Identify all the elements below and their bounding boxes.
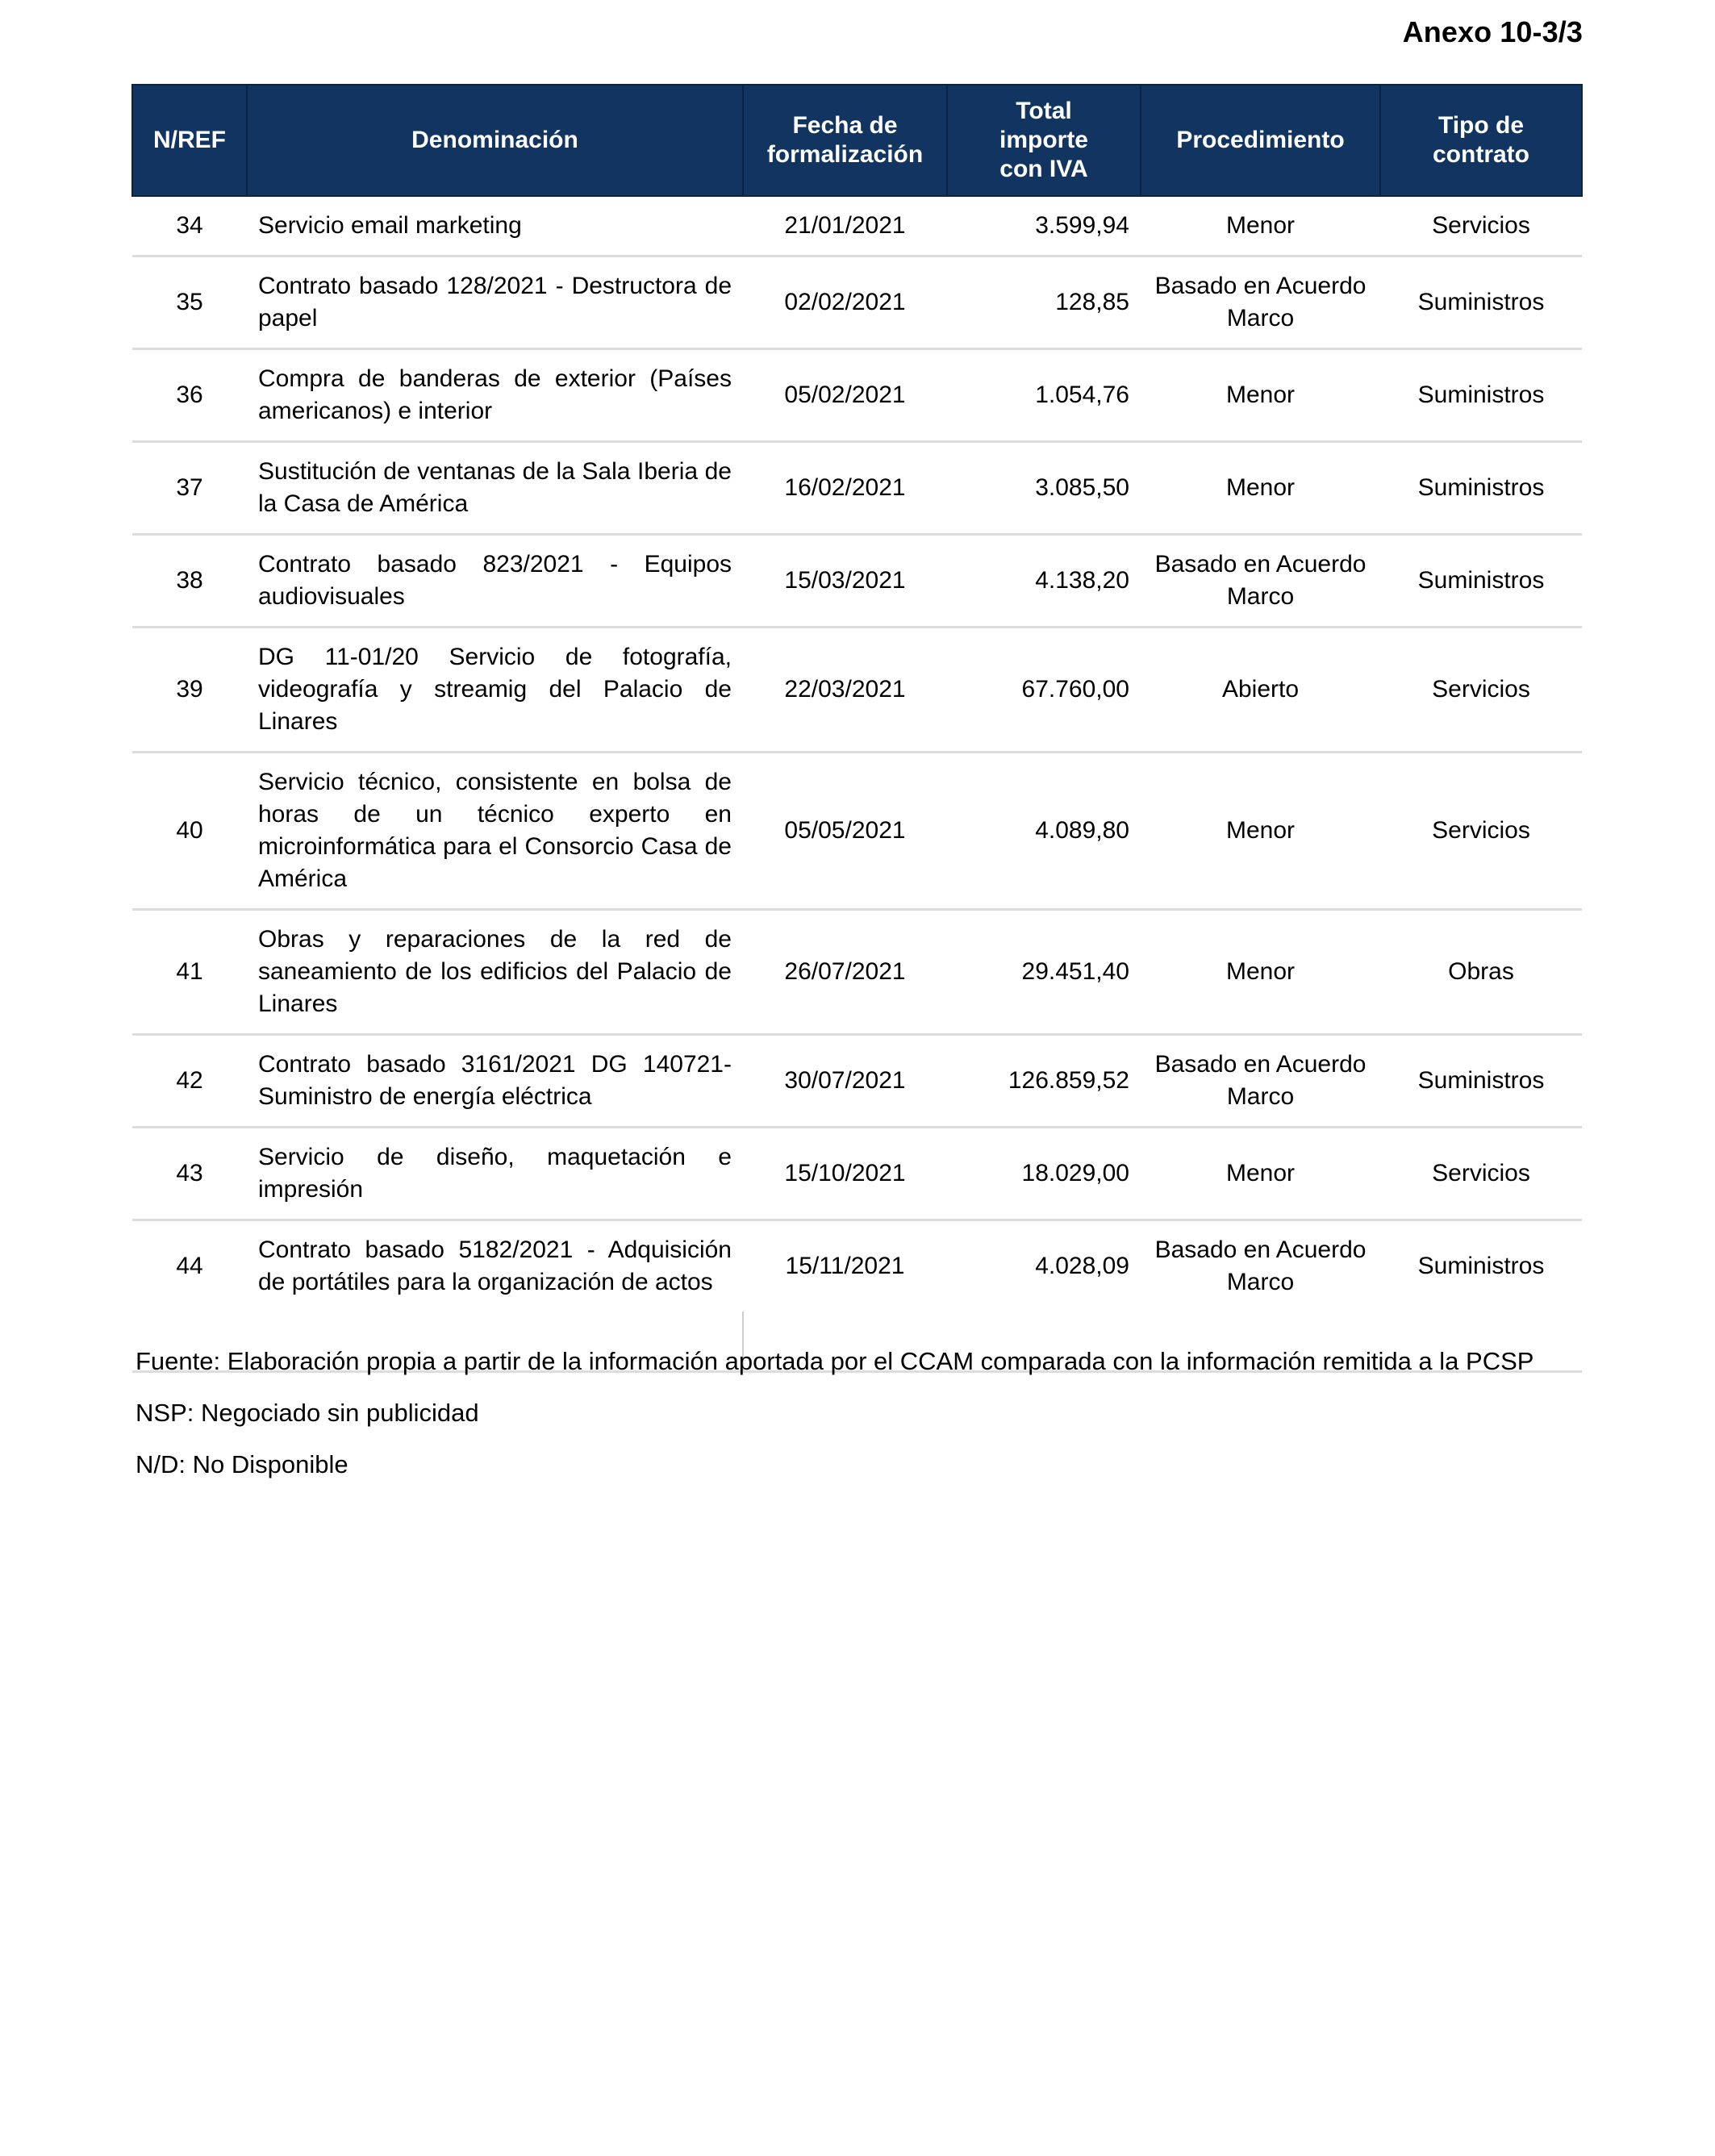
cell-total-importe: 4.028,09 [947,1220,1141,1312]
table-header [132,85,1582,196]
column-header-tipo-line1: Tipo de [1438,112,1525,139]
cell-tipo-contrato: Servicios [1380,753,1582,910]
cell-nref: 44 [132,1220,247,1312]
column-header-tipo-contrato [1380,85,1582,196]
table-body [132,196,1582,1371]
cell-nref: 40 [132,753,247,910]
cell-denominacion: Obras y reparaciones de la red de saneamiento de los edificios del Palacio de Linares [247,910,743,1035]
cell-tipo-contrato: Suministros [1380,256,1582,349]
cell-total-importe: 3.599,94 [947,196,1141,256]
cell-total-importe: 1.054,76 [947,349,1141,442]
cell-tipo-contrato: Suministros [1380,1220,1582,1312]
cell-denominacion: Servicio de diseño, maquetación e impresión [247,1128,743,1220]
cell-procedimiento: Menor [1141,910,1380,1035]
table-row [132,1220,1582,1312]
cell-nref: 41 [132,910,247,1035]
cell-procedimiento: Menor [1141,753,1380,910]
cell-denominacion: Contrato basado 128/2021 - Destructora de papel [247,256,743,349]
cell-total-importe: 128,85 [947,256,1141,349]
table-row [132,196,1582,256]
page-title: Anexo 10-3/3 [1402,15,1583,48]
table-row [132,753,1582,910]
table-row [132,256,1582,349]
cell-fecha-formalizacion: 16/02/2021 [743,442,947,535]
cell-procedimiento: Basado en Acuerdo Marco [1141,535,1380,628]
cell-total-importe: 4.138,20 [947,535,1141,628]
cell-fecha-formalizacion: 05/02/2021 [743,349,947,442]
cell-total-importe: 126.859,52 [947,1035,1141,1128]
cell-denominacion: Servicio técnico, consistente en bolsa de horas de un técnico experto en microinformática para el Consorcio Casa de América [247,753,743,910]
cell-denominacion: DG 11-01/20 Servicio de fotografía, videografía y streamig del Palacio de Linares [247,628,743,753]
cell-nref: 42 [132,1035,247,1128]
note-nsp: NSP: Negociado sin publicidad [136,1399,479,1427]
cell-fecha-formalizacion: 15/10/2021 [743,1128,947,1220]
cell-tipo-contrato: Suministros [1380,442,1582,535]
cell-denominacion: Servicio email marketing [247,196,743,256]
cell-fecha-formalizacion: 21/01/2021 [743,196,947,256]
table-row [132,349,1582,442]
contracts-table [131,84,1583,1373]
column-header-fecha-line1: Fecha de [792,112,898,139]
cell-denominacion: Contrato basado 3161/2021 DG 140721- Suministro de energía eléctrica [247,1035,743,1128]
cell-fecha-formalizacion: 15/11/2021 [743,1220,947,1312]
cell-procedimiento: Menor [1141,196,1380,256]
cell-tipo-contrato: Suministros [1380,535,1582,628]
cell-fecha-formalizacion: 05/05/2021 [743,753,947,910]
cell-tipo-contrato: Servicios [1380,628,1582,753]
cell-fecha-formalizacion: 30/07/2021 [743,1035,947,1128]
cell-procedimiento: Menor [1141,349,1380,442]
cell-tipo-contrato: Servicios [1380,1128,1582,1220]
table-row [132,1035,1582,1128]
cell-tipo-contrato: Servicios [1380,196,1582,256]
cell-denominacion: Sustitución de ventanas de la Sala Iberia de la Casa de América [247,442,743,535]
column-header-total-line2: importe [999,127,1088,153]
column-header-tipo-line2: contrato [1433,141,1529,168]
table-row [132,910,1582,1035]
cell-nref: 39 [132,628,247,753]
column-header-fecha-formalizacion [743,85,947,196]
column-header-total-line3: con IVA [999,156,1088,182]
cell-fecha-formalizacion: 15/03/2021 [743,535,947,628]
column-header-total-importe-con-iva [947,85,1141,196]
cell-procedimiento: Menor [1141,1128,1380,1220]
cell-denominacion: Contrato basado 5182/2021 - Adquisición de portátiles para la organización de actos [247,1220,743,1312]
cell-nref: 37 [132,442,247,535]
cell-fecha-formalizacion: 26/07/2021 [743,910,947,1035]
column-header-nref: N/REF [132,85,247,196]
column-header-denominacion: Denominación [247,85,743,196]
cell-procedimiento: Menor [1141,442,1380,535]
table-row [132,535,1582,628]
table-row [132,1128,1582,1220]
cell-tipo-contrato: Obras [1380,910,1582,1035]
column-header-fecha-line2: formalización [766,141,924,168]
note-source: Fuente: Elaboración propia a partir de la información aportada por el CCAM comparada con la información remitida a la PCSP [136,1347,1534,1375]
cell-denominacion: Compra de banderas de exterior (Países americanos) e interior [247,349,743,442]
cell-nref: 43 [132,1128,247,1220]
cell-procedimiento: Basado en Acuerdo Marco [1141,1035,1380,1128]
note-nd: N/D: No Disponible [136,1450,348,1478]
cell-nref: 36 [132,349,247,442]
cell-total-importe: 3.085,50 [947,442,1141,535]
cell-total-importe: 67.760,00 [947,628,1141,753]
cell-total-importe: 18.029,00 [947,1128,1141,1220]
column-header-procedimiento: Procedimiento [1141,85,1380,196]
cell-procedimiento: Basado en Acuerdo Marco [1141,1220,1380,1312]
cell-tipo-contrato: Suministros [1380,349,1582,442]
table-row [132,628,1582,753]
cell-nref: 34 [132,196,247,256]
cell-fecha-formalizacion: 02/02/2021 [743,256,947,349]
cell-tipo-contrato: Suministros [1380,1035,1582,1128]
header-row [132,85,1582,196]
cell-nref: 38 [132,535,247,628]
cell-denominacion: Contrato basado 823/2021 - Equipos audiovisuales [247,535,743,628]
cell-total-importe: 29.451,40 [947,910,1141,1035]
annex-table-container [131,84,1581,1373]
cell-fecha-formalizacion: 22/03/2021 [743,628,947,753]
cell-total-importe: 4.089,80 [947,753,1141,910]
cell-procedimiento: Abierto [1141,628,1380,753]
cell-nref: 35 [132,256,247,349]
cell-procedimiento: Basado en Acuerdo Marco [1141,256,1380,349]
column-header-total-line1: Total [1016,98,1072,124]
table-row [132,442,1582,535]
footnotes [136,1345,1581,1499]
